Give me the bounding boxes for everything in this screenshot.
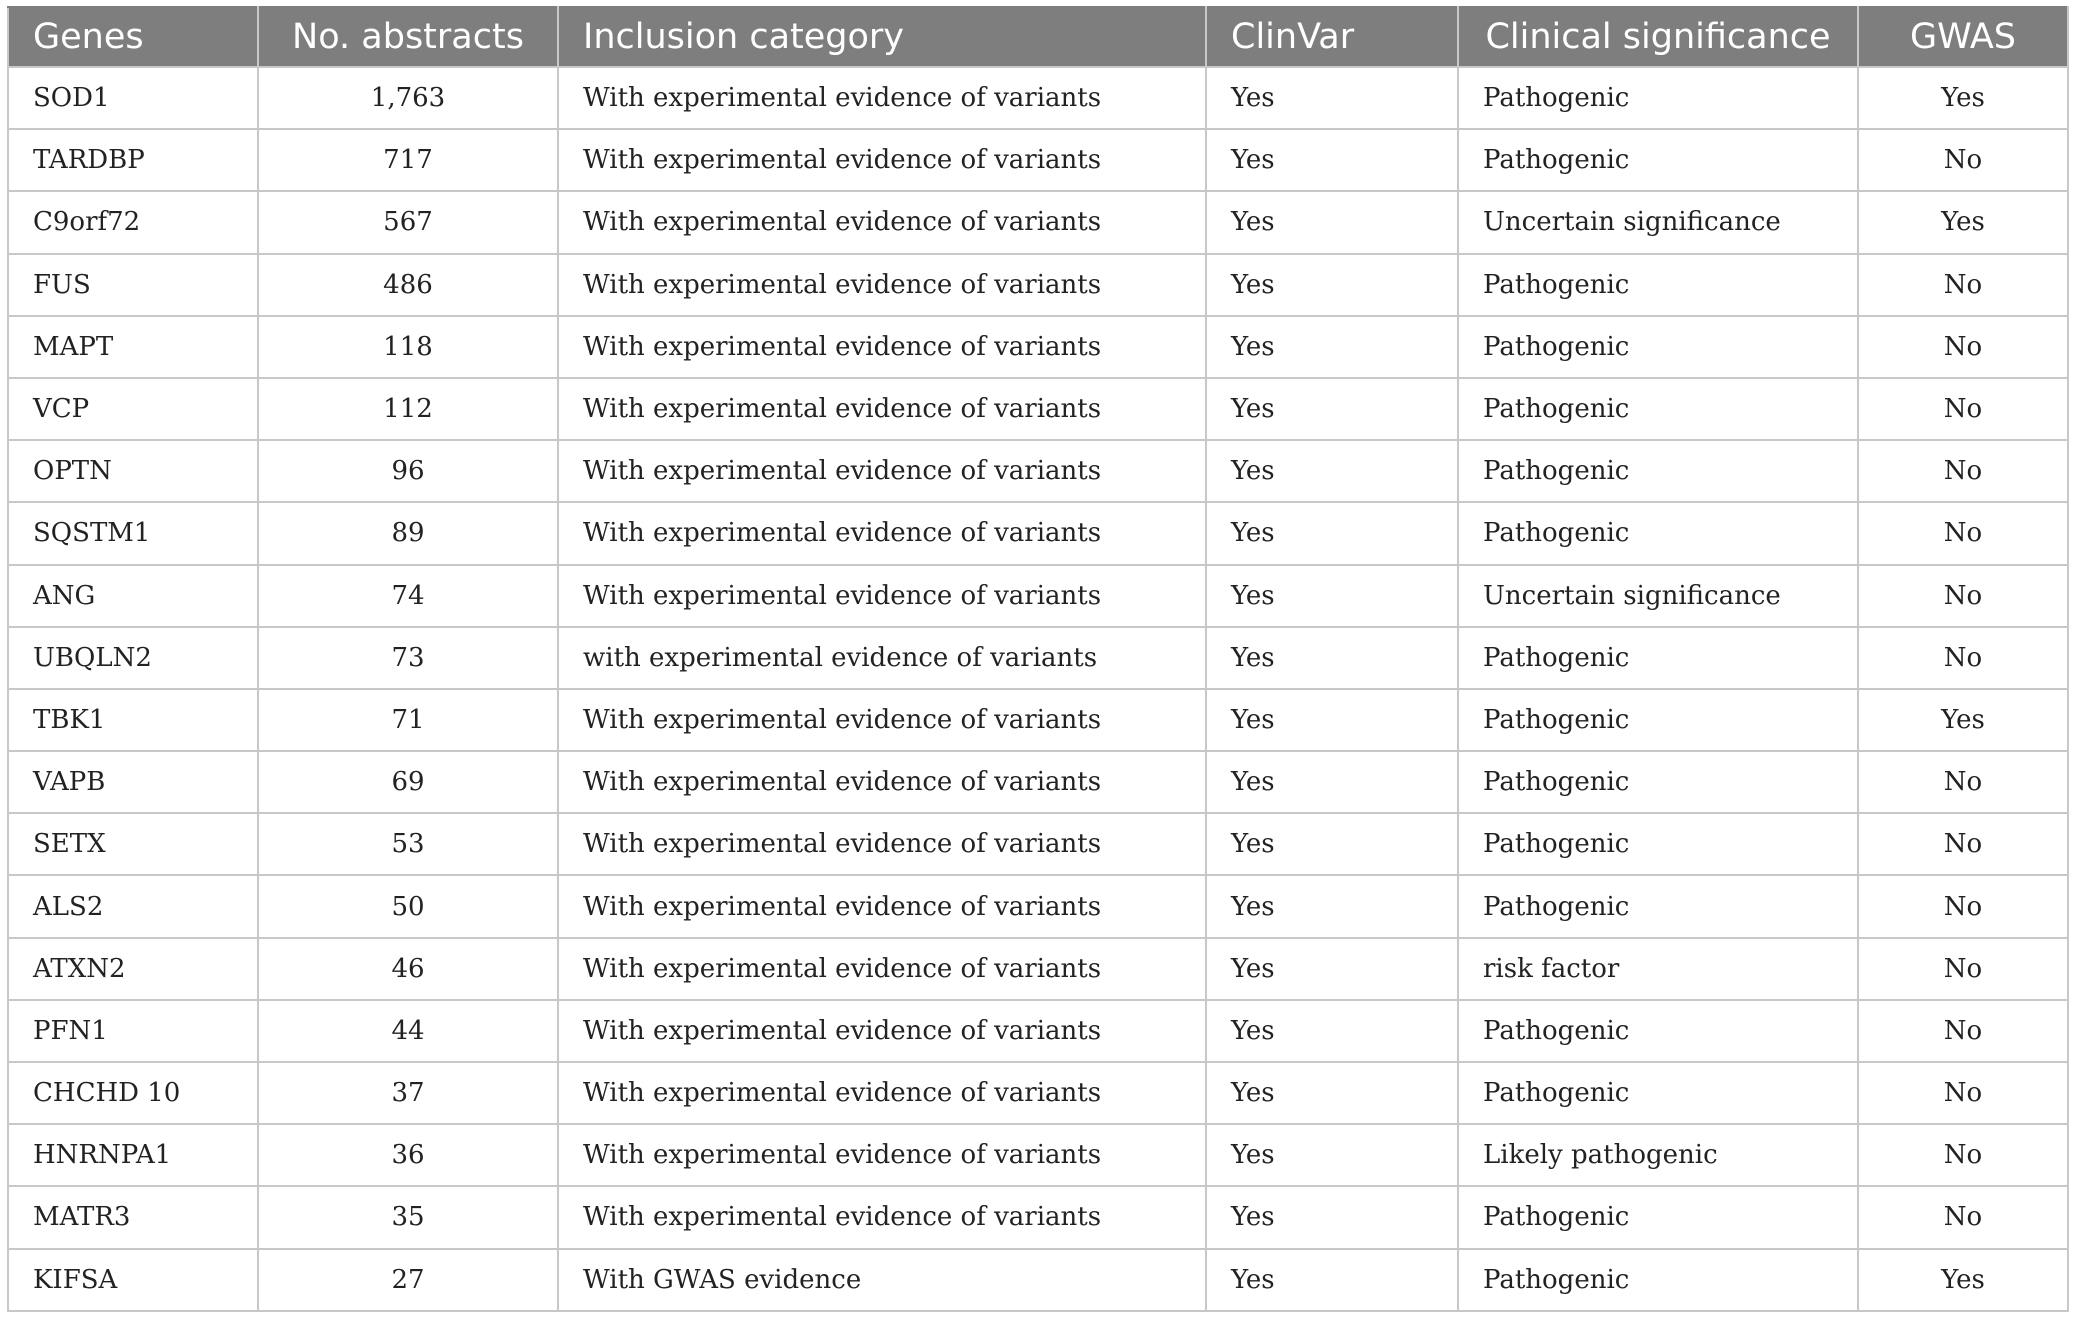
inclusion-category-cell: With experimental evidence of variants [558, 938, 1206, 1000]
gene-cell: VAPB [8, 751, 258, 813]
gwas-cell: No [1858, 1000, 2068, 1062]
header-no-abstracts: No. abstracts [258, 7, 558, 67]
clinical-significance-cell: risk factor [1458, 938, 1858, 1000]
clinical-significance-cell: Pathogenic [1458, 67, 1858, 129]
gene-cell: SETX [8, 813, 258, 875]
clinical-significance-cell: Pathogenic [1458, 627, 1858, 689]
table-row [8, 378, 2068, 440]
gene-table [7, 6, 2069, 1312]
inclusion-category-cell: With experimental evidence of variants [558, 316, 1206, 378]
abstract-count-cell: 36 [258, 1124, 558, 1186]
gwas-cell: No [1858, 440, 2068, 502]
abstract-count-cell: 53 [258, 813, 558, 875]
clinical-significance-cell: Pathogenic [1458, 1000, 1858, 1062]
gene-cell: HNRNPA1 [8, 1124, 258, 1186]
gwas-cell: No [1858, 875, 2068, 937]
clinical-significance-cell: Pathogenic [1458, 813, 1858, 875]
clinvar-cell: Yes [1206, 689, 1458, 751]
inclusion-category-cell: With GWAS evidence [558, 1249, 1206, 1311]
table-row [8, 1186, 2068, 1248]
gene-cell: TBK1 [8, 689, 258, 751]
header-clinvar: ClinVar [1206, 7, 1458, 67]
gwas-cell: No [1858, 254, 2068, 316]
abstract-count-cell: 74 [258, 565, 558, 627]
gene-cell: OPTN [8, 440, 258, 502]
table-row [8, 875, 2068, 937]
inclusion-category-cell: With experimental evidence of variants [558, 1186, 1206, 1248]
table-row [8, 627, 2068, 689]
clinical-significance-cell: Pathogenic [1458, 254, 1858, 316]
inclusion-category-cell: With experimental evidence of variants [558, 751, 1206, 813]
abstract-count-cell: 96 [258, 440, 558, 502]
table-header [8, 7, 2068, 67]
table-row [8, 1124, 2068, 1186]
clinical-significance-cell: Pathogenic [1458, 1186, 1858, 1248]
table-row [8, 440, 2068, 502]
abstract-count-cell: 89 [258, 502, 558, 564]
inclusion-category-cell: With experimental evidence of variants [558, 129, 1206, 191]
clinvar-cell: Yes [1206, 627, 1458, 689]
gwas-cell: No [1858, 627, 2068, 689]
clinical-significance-cell: Pathogenic [1458, 689, 1858, 751]
clinvar-cell: Yes [1206, 1124, 1458, 1186]
gene-cell: KIFSA [8, 1249, 258, 1311]
clinvar-cell: Yes [1206, 502, 1458, 564]
inclusion-category-cell: With experimental evidence of variants [558, 689, 1206, 751]
table-row [8, 938, 2068, 1000]
gene-cell: VCP [8, 378, 258, 440]
abstract-count-cell: 46 [258, 938, 558, 1000]
header-row [8, 7, 2068, 67]
inclusion-category-cell: With experimental evidence of variants [558, 1062, 1206, 1124]
inclusion-category-cell: With experimental evidence of variants [558, 565, 1206, 627]
inclusion-category-cell: With experimental evidence of variants [558, 502, 1206, 564]
table-row [8, 191, 2068, 253]
abstract-count-cell: 44 [258, 1000, 558, 1062]
abstract-count-cell: 717 [258, 129, 558, 191]
inclusion-category-cell: With experimental evidence of variants [558, 440, 1206, 502]
clinvar-cell: Yes [1206, 1249, 1458, 1311]
clinical-significance-cell: Pathogenic [1458, 1062, 1858, 1124]
inclusion-category-cell: With experimental evidence of variants [558, 254, 1206, 316]
gwas-cell: No [1858, 129, 2068, 191]
clinvar-cell: Yes [1206, 565, 1458, 627]
gene-cell: CHCHD 10 [8, 1062, 258, 1124]
table-row [8, 1000, 2068, 1062]
abstract-count-cell: 118 [258, 316, 558, 378]
clinvar-cell: Yes [1206, 751, 1458, 813]
gwas-cell: No [1858, 502, 2068, 564]
clinvar-cell: Yes [1206, 1000, 1458, 1062]
table-row [8, 1062, 2068, 1124]
clinvar-cell: Yes [1206, 254, 1458, 316]
table-row [8, 67, 2068, 129]
clinvar-cell: Yes [1206, 875, 1458, 937]
gwas-cell: No [1858, 316, 2068, 378]
clinical-significance-cell: Pathogenic [1458, 875, 1858, 937]
clinvar-cell: Yes [1206, 440, 1458, 502]
gwas-cell: No [1858, 1124, 2068, 1186]
gwas-cell: No [1858, 565, 2068, 627]
gene-cell: MAPT [8, 316, 258, 378]
abstract-count-cell: 50 [258, 875, 558, 937]
table-row [8, 254, 2068, 316]
gene-cell: UBQLN2 [8, 627, 258, 689]
inclusion-category-cell: With experimental evidence of variants [558, 1000, 1206, 1062]
clinical-significance-cell: Pathogenic [1458, 440, 1858, 502]
abstract-count-cell: 69 [258, 751, 558, 813]
abstract-count-cell: 567 [258, 191, 558, 253]
abstract-count-cell: 73 [258, 627, 558, 689]
gwas-cell: No [1858, 1186, 2068, 1248]
abstract-count-cell: 486 [258, 254, 558, 316]
clinical-significance-cell: Uncertain significance [1458, 565, 1858, 627]
header-genes: Genes [8, 7, 258, 67]
gene-cell: ALS2 [8, 875, 258, 937]
clinvar-cell: Yes [1206, 813, 1458, 875]
gwas-cell: No [1858, 938, 2068, 1000]
table-row [8, 502, 2068, 564]
gwas-cell: Yes [1858, 191, 2068, 253]
clinvar-cell: Yes [1206, 938, 1458, 1000]
table-row [8, 689, 2068, 751]
gene-cell: ATXN2 [8, 938, 258, 1000]
clinical-significance-cell: Pathogenic [1458, 1249, 1858, 1311]
abstract-count-cell: 1,763 [258, 67, 558, 129]
inclusion-category-cell: With experimental evidence of variants [558, 67, 1206, 129]
clinvar-cell: Yes [1206, 129, 1458, 191]
clinical-significance-cell: Likely pathogenic [1458, 1124, 1858, 1186]
gene-cell: SQSTM1 [8, 502, 258, 564]
gwas-cell: No [1858, 378, 2068, 440]
gwas-cell: No [1858, 813, 2068, 875]
gene-cell: TARDBP [8, 129, 258, 191]
inclusion-category-cell: With experimental evidence of variants [558, 813, 1206, 875]
header-inclusion-category: Inclusion category [558, 7, 1206, 67]
gene-cell: ANG [8, 565, 258, 627]
table-row [8, 751, 2068, 813]
abstract-count-cell: 35 [258, 1186, 558, 1248]
gwas-cell: No [1858, 1062, 2068, 1124]
gene-cell: PFN1 [8, 1000, 258, 1062]
table-row [8, 1249, 2068, 1311]
clinvar-cell: Yes [1206, 1186, 1458, 1248]
abstract-count-cell: 37 [258, 1062, 558, 1124]
clinvar-cell: Yes [1206, 316, 1458, 378]
clinical-significance-cell: Pathogenic [1458, 129, 1858, 191]
clinvar-cell: Yes [1206, 67, 1458, 129]
abstract-count-cell: 112 [258, 378, 558, 440]
clinvar-cell: Yes [1206, 1062, 1458, 1124]
table-row [8, 813, 2068, 875]
table-row [8, 316, 2068, 378]
gwas-cell: No [1858, 751, 2068, 813]
gene-cell: C9orf72 [8, 191, 258, 253]
clinical-significance-cell: Pathogenic [1458, 502, 1858, 564]
clinical-significance-cell: Pathogenic [1458, 316, 1858, 378]
table-body [8, 67, 2068, 1311]
abstract-count-cell: 27 [258, 1249, 558, 1311]
clinvar-cell: Yes [1206, 378, 1458, 440]
abstract-count-cell: 71 [258, 689, 558, 751]
clinical-significance-cell: Pathogenic [1458, 378, 1858, 440]
inclusion-category-cell: with experimental evidence of variants [558, 627, 1206, 689]
clinical-significance-cell: Pathogenic [1458, 751, 1858, 813]
clinical-significance-cell: Uncertain significance [1458, 191, 1858, 253]
clinvar-cell: Yes [1206, 191, 1458, 253]
gwas-cell: Yes [1858, 1249, 2068, 1311]
gwas-cell: Yes [1858, 67, 2068, 129]
table-row [8, 129, 2068, 191]
gene-cell: MATR3 [8, 1186, 258, 1248]
inclusion-category-cell: With experimental evidence of variants [558, 191, 1206, 253]
inclusion-category-cell: With experimental evidence of variants [558, 1124, 1206, 1186]
header-gwas: GWAS [1858, 7, 2068, 67]
table-row [8, 565, 2068, 627]
gene-cell: FUS [8, 254, 258, 316]
gwas-cell: Yes [1858, 689, 2068, 751]
inclusion-category-cell: With experimental evidence of variants [558, 378, 1206, 440]
inclusion-category-cell: With experimental evidence of variants [558, 875, 1206, 937]
header-clinical-significance: Clinical significance [1458, 7, 1858, 67]
gene-cell: SOD1 [8, 67, 258, 129]
